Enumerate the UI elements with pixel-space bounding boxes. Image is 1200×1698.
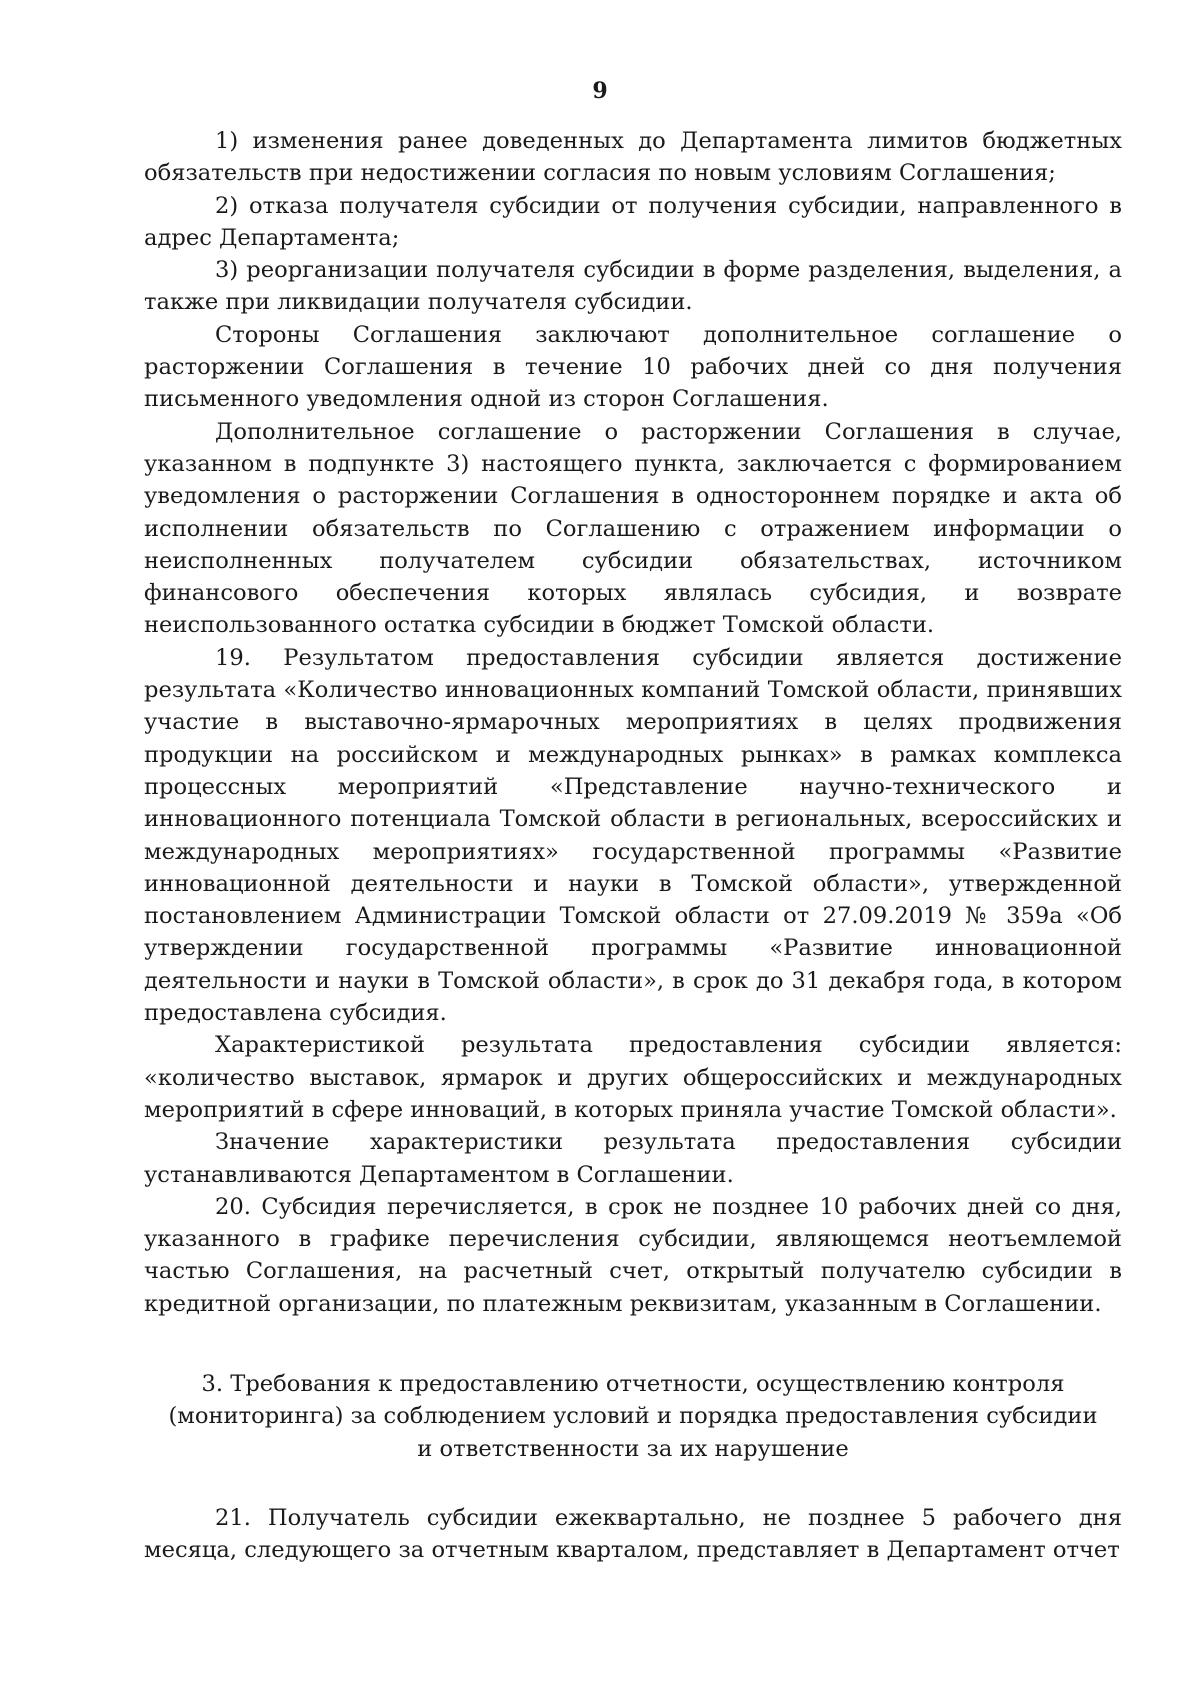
paragraph-item-3: 3) реорганизации получателя субсидии в форме разделения, выделения, а также при ликвидации получателя субсидии. <box>144 257 1122 316</box>
document-body-continued <box>144 1502 1122 1567</box>
section-heading <box>144 1368 1122 1465</box>
section-heading-line-3: и ответственности за их нарушение <box>417 1435 849 1462</box>
paragraph-clause-21: 21. Получатель субсидии ежеквартально, не позднее 5 рабочего дня месяца, следующего за отчетным кварталом, представляет в Департамент отчет <box>144 1505 1122 1564</box>
document-body <box>144 125 1122 1320</box>
paragraph-item-1: 1) изменения ранее доведенных до Департамента лимитов бюджетных обязательств при недостижении согласия по новым условиям Соглашения; <box>144 128 1122 187</box>
paragraph-clause-20: 20. Субсидия перечисляется, в срок не позднее 10 рабочих дней со дня, указанного в графике перечисления субсидии, являющемся неотъемлемой частью Соглашения, на расчетный счет, открытый получателю субсидии в кредитной организации, по платежным реквизитам, указанным в Соглашении. <box>144 1193 1122 1317</box>
paragraph-result-characteristic: Характеристикой результата предоставления субсидии является: «количество выставок, ярмарок и других общероссийских и международных мероприятий в сфере инноваций, в которых приняла участие Томской области». <box>144 1032 1122 1123</box>
paragraph-item-2: 2) отказа получателя субсидии от получения субсидии, направленного в адрес Департамента; <box>144 192 1122 251</box>
page-number: 9 <box>592 78 608 104</box>
paragraph-clause-19: 19. Результатом предоставления субсидии является достижение результата «Количество инновационных компаний Томской области, принявших участие в выставочно-ярмарочных мероприятиях в целях продвижения продукции на российском и международных рынках» в рамках комплекса процессных мероприятий «Представление научно-технического и инновационного потенциала Томской области в региональных, всероссийских и международных мероприятиях» государственной программы «Развитие инновационной деятельности и науки в Томской области», утвержденной постановлением Администрации Томской области от 27.09.2019 № 359а «Об утверждении государственной программы «Развитие инновационной деятельности и науки в Томской области», в срок до 31 декабря года, в котором предоставлена субсидия. <box>144 644 1122 1027</box>
paragraph-additional-agreement: Дополнительное соглашение о расторжении Соглашения в случае, указанном в подпункте 3) настоящего пункта, заключается с формированием уведомления о расторжении Соглашения в одностороннем порядке и акта об исполнении обязательств по Соглашению с отражением информации о неисполненных получателем субсидии обязательствах, источником финансового обеспечения которых являлась субсидия, и возврате неиспользованного остатка субсидии в бюджет Томской области. <box>144 418 1122 639</box>
section-heading-line-2: (мониторинга) за соблюдением условий и порядка предоставления субсидии <box>168 1403 1098 1430</box>
section-heading-line-1: 3. Требования к предоставлению отчетности, осуществлению контроля <box>201 1371 1065 1397</box>
paragraph-characteristic-value: Значение характеристики результата предоставления субсидии устанавливаются Департаментом в Соглашении. <box>144 1129 1122 1188</box>
paragraph-agreement-termination: Стороны Соглашения заключают дополнительное соглашение о расторжении Соглашения в течение 10 рабочих дней со дня получения письменного уведомления одной из сторон Соглашения. <box>144 321 1122 413</box>
